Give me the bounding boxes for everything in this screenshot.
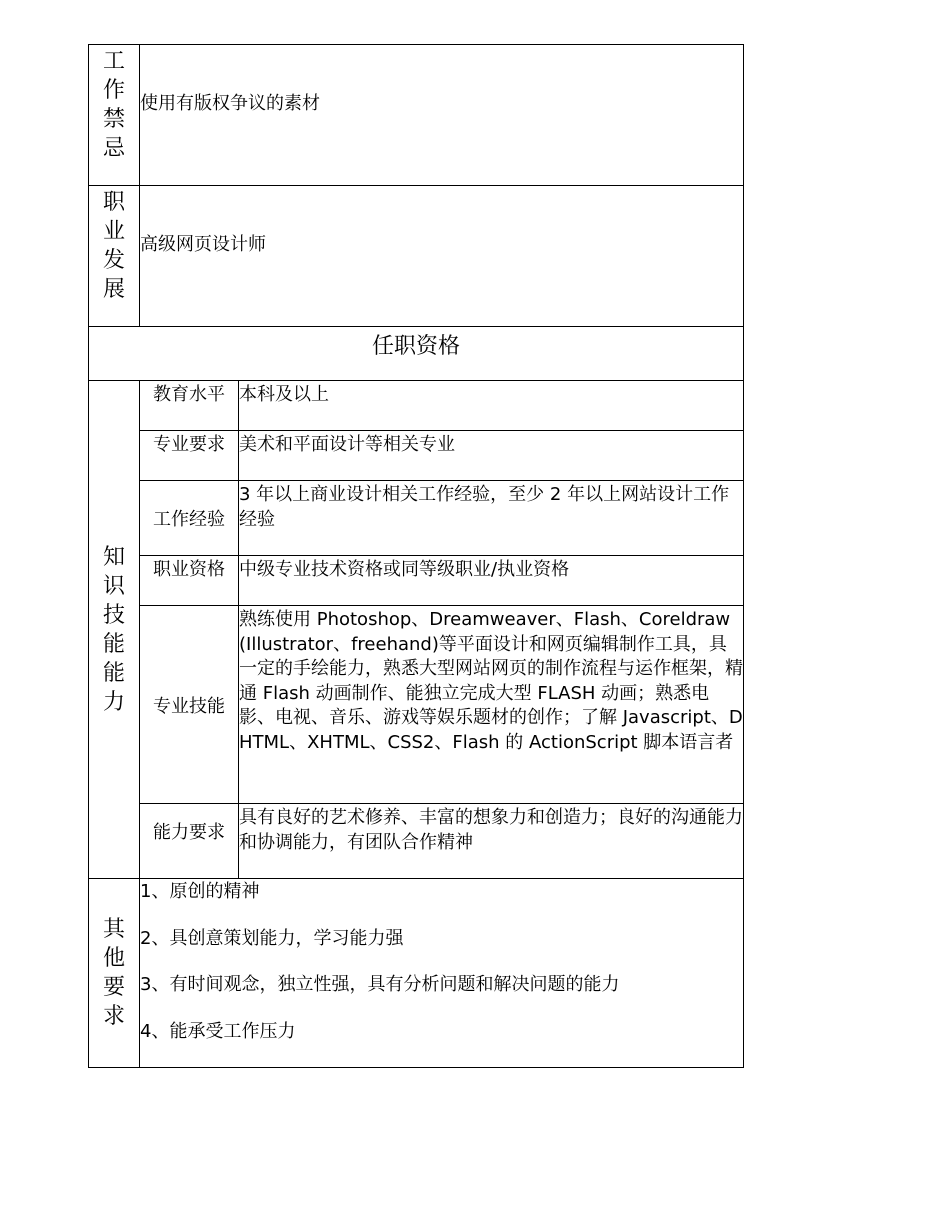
list-item: 3、有时间观念，独立性强，具有分析问题和解决问题的能力 xyxy=(140,974,620,995)
qualification-value: 中级专业技术资格或同等级职业/执业资格 xyxy=(239,556,744,606)
qualifications-header-row xyxy=(89,327,744,381)
qualification-row xyxy=(89,556,744,606)
other-requirements-label-cell xyxy=(89,879,140,1068)
list-item: 2、具创意策划能力，学习能力强 xyxy=(140,927,404,949)
qualification-row xyxy=(89,606,744,804)
prohibitions-label-cell xyxy=(89,45,140,186)
qualification-value: 本科及以上 xyxy=(239,381,744,431)
list-item: 4、能承受工作压力 xyxy=(140,1020,296,1042)
knowledge-skills-label: 知识技能能力 xyxy=(102,544,125,715)
qualification-value: 熟练使用 Photoshop、Dreamweaver、Flash、Coreldraw (Illustrator、freehand)等平面设计和网页编辑制作工具，具一定的手绘能力，熟悉大型网站网页的制作流程与运作框架，精通 Flash 动画制作、能独立完成大型 FLASH 动画；熟悉电影、电视、音乐、游戏等娱乐题材的创作；了解 Javascript、DHTML、XHTML、CSS2、Flash 的 ActionScript 脚本语言者 xyxy=(239,606,744,804)
qualification-value: 3 年以上商业设计相关工作经验，至少 2 年以上网站设计工作经验 xyxy=(239,481,744,556)
other-requirements-list xyxy=(140,879,744,1068)
prohibitions-value: 使用有版权争议的素材 xyxy=(140,45,744,186)
other-requirements-label: 其他要求 xyxy=(102,917,125,1029)
qualification-value: 具有良好的艺术修养、丰富的想象力和创造力；良好的沟通能力和协调能力，有团队合作精神 xyxy=(239,804,744,879)
prohibitions-label: 工作禁忌 xyxy=(102,49,125,161)
career-label-cell xyxy=(89,186,140,327)
qualification-label: 职业资格 xyxy=(140,556,239,606)
qualifications-header: 任职资格 xyxy=(89,327,744,381)
qualification-label: 能力要求 xyxy=(140,804,239,879)
qualification-row xyxy=(89,381,744,431)
knowledge-skills-label-cell xyxy=(89,381,140,879)
career-label: 职业发展 xyxy=(102,190,125,302)
qualification-row xyxy=(89,431,744,481)
qualification-label: 专业要求 xyxy=(140,431,239,481)
qualification-label: 教育水平 xyxy=(140,381,239,431)
qualification-label: 专业技能 xyxy=(140,606,239,804)
qualification-row xyxy=(89,481,744,556)
qualification-label: 工作经验 xyxy=(140,481,239,556)
other-requirements-row xyxy=(89,879,744,1068)
job-description-table xyxy=(88,44,744,1068)
career-value: 高级网页设计师 xyxy=(140,186,744,327)
prohibitions-row xyxy=(89,45,744,186)
qualification-value: 美术和平面设计等相关专业 xyxy=(239,431,744,481)
list-item: 1、原创的精神 xyxy=(140,881,260,902)
qualification-row xyxy=(89,804,744,879)
career-row xyxy=(89,186,744,327)
